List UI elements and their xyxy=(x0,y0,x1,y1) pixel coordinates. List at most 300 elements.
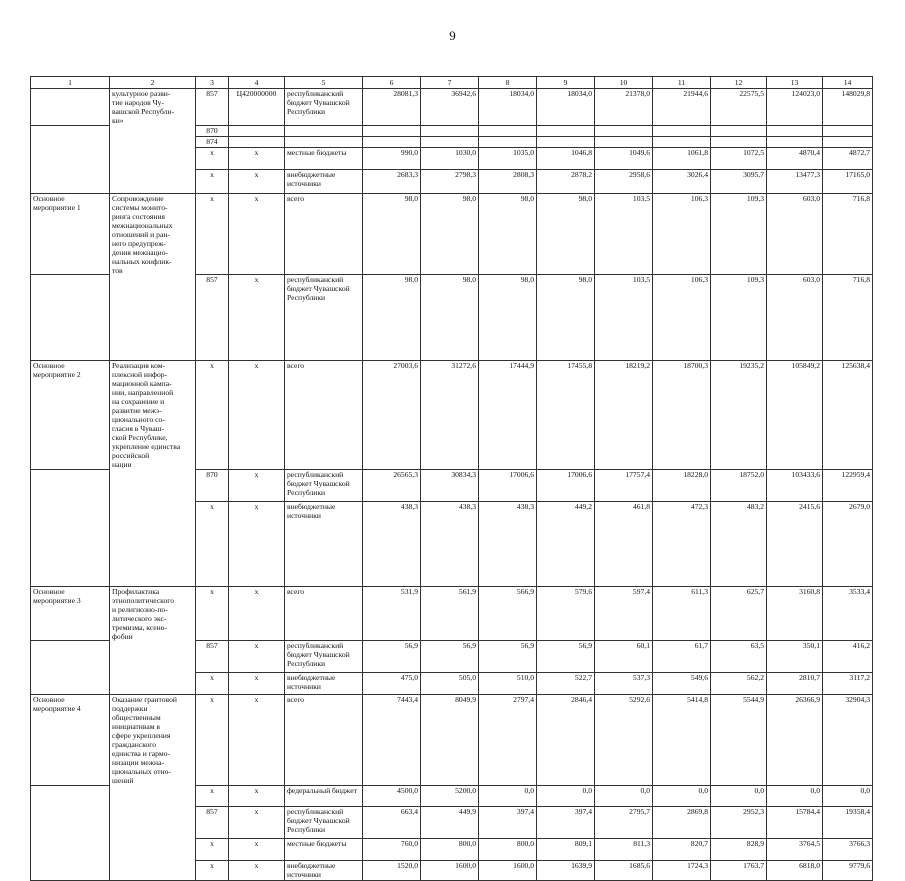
table-row xyxy=(31,860,873,880)
amount-cell: 475,0 xyxy=(363,673,421,695)
amount-cell xyxy=(711,136,767,147)
target-article-code: x xyxy=(229,361,285,470)
grbs-code: x xyxy=(196,501,229,586)
amount-cell: 549,6 xyxy=(653,673,711,695)
column-header: 9 xyxy=(537,77,595,89)
amount-cell: 510,0 xyxy=(479,673,537,695)
amount-cell: 3533,4 xyxy=(823,586,873,641)
measure-description xyxy=(110,89,196,126)
amount-cell: 18700,3 xyxy=(653,361,711,470)
amount-cell: 19235,2 xyxy=(711,361,767,470)
amount-cell: 716,8 xyxy=(823,193,873,275)
amount-cell: 416,2 xyxy=(823,641,873,673)
amount-cell: 800,0 xyxy=(479,838,537,860)
measure-description xyxy=(110,125,196,136)
table-row xyxy=(31,586,873,641)
amount-cell: 19358,4 xyxy=(823,806,873,838)
amount-cell: 461,8 xyxy=(595,501,653,586)
amount-cell: 597,4 xyxy=(595,586,653,641)
measure-name xyxy=(31,838,110,860)
amount-cell: 3117,2 xyxy=(823,673,873,695)
grbs-code: 857 xyxy=(196,806,229,838)
amount-cell: 6818,0 xyxy=(767,860,823,880)
measure-name xyxy=(31,785,110,806)
amount-cell: 30834,3 xyxy=(421,469,479,501)
amount-cell: 124023,0 xyxy=(767,89,823,126)
target-article-code: x xyxy=(229,586,285,641)
grbs-code: x xyxy=(196,169,229,193)
funding-source: всего xyxy=(285,695,363,786)
amount-cell: 98,0 xyxy=(537,275,595,361)
amount-cell: 625,7 xyxy=(711,586,767,641)
amount-cell: 2797,4 xyxy=(479,695,537,786)
grbs-code: x xyxy=(196,147,229,169)
amount-cell: 1035,0 xyxy=(479,147,537,169)
header-row xyxy=(31,77,873,89)
description-line: литического экс- xyxy=(112,613,167,623)
amount-cell: 21944,6 xyxy=(653,89,711,126)
amount-cell xyxy=(653,125,711,136)
table-row xyxy=(31,169,873,193)
amount-cell: 2683,3 xyxy=(363,169,421,193)
amount-cell: 148029,8 xyxy=(823,89,873,126)
amount-cell xyxy=(537,125,595,136)
table-row xyxy=(31,501,873,586)
amount-cell: 26565,3 xyxy=(363,469,421,501)
amount-cell: 8049,9 xyxy=(421,695,479,786)
measure-name xyxy=(31,806,110,838)
amount-cell: 1600,0 xyxy=(479,860,537,880)
description-line: единства и гармо- xyxy=(112,749,170,758)
amount-cell: 0,0 xyxy=(537,785,595,806)
amount-cell: 438,3 xyxy=(479,501,537,586)
amount-cell: 109,3 xyxy=(711,275,767,361)
table-row xyxy=(31,469,873,501)
amount-cell: 106,3 xyxy=(653,275,711,361)
amount-cell: 537,3 xyxy=(595,673,653,695)
amount-cell: 17006,6 xyxy=(537,469,595,501)
amount-cell: 98,0 xyxy=(421,275,479,361)
description-line: ской Республике, xyxy=(112,433,168,442)
description-line: нации xyxy=(112,460,132,469)
amount-cell: 103433,6 xyxy=(767,469,823,501)
description-line: культурное разви- xyxy=(112,89,171,98)
amount-cell: 663,4 xyxy=(363,806,421,838)
amount-cell: 17165,0 xyxy=(823,169,873,193)
column-header: 5 xyxy=(285,77,363,89)
funding-source: республиканский бюджет Чувашской Республики xyxy=(285,275,363,361)
target-article-code: x xyxy=(229,838,285,860)
amount-cell: 449,2 xyxy=(537,501,595,586)
amount-cell xyxy=(537,136,595,147)
grbs-code: x xyxy=(196,838,229,860)
description-line: инициативам в xyxy=(112,722,161,731)
measure-description xyxy=(110,838,196,860)
amount-cell: 449,9 xyxy=(421,806,479,838)
measure-name xyxy=(31,469,110,501)
amount-cell: 3095,7 xyxy=(711,169,767,193)
column-header: 10 xyxy=(595,77,653,89)
funding-source xyxy=(285,125,363,136)
amount-cell: 28081,3 xyxy=(363,89,421,126)
amount-cell: 1049,6 xyxy=(595,147,653,169)
amount-cell: 0,0 xyxy=(767,785,823,806)
amount-cell xyxy=(363,136,421,147)
amount-cell: 5292,6 xyxy=(595,695,653,786)
amount-cell: 98,0 xyxy=(479,275,537,361)
amount-cell: 716,8 xyxy=(823,275,873,361)
target-article-code: x xyxy=(229,275,285,361)
amount-cell: 5200,0 xyxy=(421,785,479,806)
description-line: фобии xyxy=(112,631,133,641)
amount-cell: 350,1 xyxy=(767,641,823,673)
table-row xyxy=(31,125,873,136)
amount-cell: 18034,0 xyxy=(479,89,537,126)
amount-cell: 27003,6 xyxy=(363,361,421,470)
column-header: 3 xyxy=(196,77,229,89)
grbs-code: x xyxy=(196,695,229,786)
amount-cell: 2808,3 xyxy=(479,169,537,193)
amount-cell: 18034,0 xyxy=(537,89,595,126)
grbs-code: x xyxy=(196,673,229,695)
table-row xyxy=(31,275,873,361)
funding-source: внебюджетные источники xyxy=(285,501,363,586)
measure-name xyxy=(31,169,110,193)
description-line: поддержки xyxy=(112,704,148,713)
target-article-code: x xyxy=(229,695,285,786)
amount-cell: 1046,8 xyxy=(537,147,595,169)
amount-cell: 56,9 xyxy=(421,641,479,673)
amount-cell xyxy=(823,136,873,147)
funding-source: федеральный бюджет xyxy=(285,785,363,806)
target-article-code: x xyxy=(229,501,285,586)
table-row xyxy=(31,641,873,673)
description-line: тремизма, ксено- xyxy=(112,622,167,632)
amount-cell: 36942,6 xyxy=(421,89,479,126)
amount-cell: 32904,3 xyxy=(823,695,873,786)
description-line: циональных отно- xyxy=(112,767,171,776)
description-line: Оказание грантовой xyxy=(112,695,177,704)
description-line: низации межна- xyxy=(112,758,164,767)
amount-cell: 125638,4 xyxy=(823,361,873,470)
amount-cell: 811,3 xyxy=(595,838,653,860)
column-header: 13 xyxy=(767,77,823,89)
amount-cell xyxy=(363,125,421,136)
description-line: ринга состояния xyxy=(112,211,166,221)
amount-cell: 531,9 xyxy=(363,586,421,641)
description-line: гласия в Чуваш- xyxy=(112,424,165,433)
measure-description xyxy=(110,673,196,695)
grbs-code: 857 xyxy=(196,89,229,126)
target-article-code: x xyxy=(229,641,285,673)
amount-cell: 3764,5 xyxy=(767,838,823,860)
target-article-code: x xyxy=(229,193,285,275)
description-line: общественным xyxy=(112,713,161,722)
amount-cell: 397,4 xyxy=(537,806,595,838)
description-line: межнациональных xyxy=(112,220,173,230)
description-line: Сопровождение xyxy=(112,193,164,203)
grbs-code: x xyxy=(196,193,229,275)
target-article-code xyxy=(229,125,285,136)
funding-source: внебюджетные источники xyxy=(285,169,363,193)
amount-cell xyxy=(595,125,653,136)
measure-name xyxy=(31,125,110,136)
description-line: нальных конфлик- xyxy=(112,256,172,266)
description-line: шений xyxy=(112,776,134,785)
measure-name xyxy=(31,147,110,169)
amount-cell: 98,0 xyxy=(363,193,421,275)
measure-description xyxy=(110,806,196,838)
amount-cell: 0,0 xyxy=(823,785,873,806)
measure-description xyxy=(110,501,196,586)
amount-cell: 1600,0 xyxy=(421,860,479,880)
amount-cell xyxy=(421,136,479,147)
amount-cell: 611,3 xyxy=(653,586,711,641)
description-line: тов xyxy=(112,265,123,275)
grbs-code: 857 xyxy=(196,275,229,361)
amount-cell: 505,0 xyxy=(421,673,479,695)
measure-name xyxy=(31,89,110,126)
amount-cell: 2798,3 xyxy=(421,169,479,193)
amount-cell xyxy=(711,125,767,136)
amount-cell: 4870,4 xyxy=(767,147,823,169)
column-header: 7 xyxy=(421,77,479,89)
amount-cell: 820,7 xyxy=(653,838,711,860)
target-article-code: x xyxy=(229,860,285,880)
amount-cell: 31272,6 xyxy=(421,361,479,470)
amount-cell: 2952,3 xyxy=(711,806,767,838)
measure-name xyxy=(31,860,110,880)
measure-description xyxy=(110,361,196,470)
measure-description xyxy=(110,586,196,641)
funding-source: всего xyxy=(285,361,363,470)
amount-cell: 63,5 xyxy=(711,641,767,673)
amount-cell: 3026,4 xyxy=(653,169,711,193)
amount-cell: 2679,0 xyxy=(823,501,873,586)
funding-source: всего xyxy=(285,193,363,275)
column-header: 11 xyxy=(653,77,711,89)
description-line: него предупреж- xyxy=(112,238,166,248)
measure-name xyxy=(31,641,110,673)
amount-cell: 106,3 xyxy=(653,193,711,275)
funding-source: внебюджетные источники xyxy=(285,673,363,695)
measure-name: Основное мероприятие 1 xyxy=(31,193,110,275)
funding-source: местные бюджеты xyxy=(285,147,363,169)
description-line: Профилактика xyxy=(112,586,160,596)
amount-cell: 579,6 xyxy=(537,586,595,641)
description-line: системы монито- xyxy=(112,202,168,212)
amount-cell: 0,0 xyxy=(711,785,767,806)
amount-cell: 760,0 xyxy=(363,838,421,860)
target-article-code xyxy=(229,136,285,147)
description-line: ционального со- xyxy=(112,415,165,424)
amount-cell: 1639,9 xyxy=(537,860,595,880)
amount-cell: 98,0 xyxy=(421,193,479,275)
amount-cell: 0,0 xyxy=(653,785,711,806)
column-header: 2 xyxy=(110,77,196,89)
target-article-code: x xyxy=(229,469,285,501)
amount-cell: 103,5 xyxy=(595,193,653,275)
amount-cell: 472,3 xyxy=(653,501,711,586)
table-row xyxy=(31,838,873,860)
measure-description xyxy=(110,136,196,147)
amount-cell: 56,9 xyxy=(363,641,421,673)
grbs-code: 870 xyxy=(196,469,229,501)
amount-cell: 438,3 xyxy=(421,501,479,586)
table-row xyxy=(31,785,873,806)
amount-cell: 17006,6 xyxy=(479,469,537,501)
amount-cell: 60,1 xyxy=(595,641,653,673)
target-article-code: x xyxy=(229,673,285,695)
amount-cell: 98,0 xyxy=(479,193,537,275)
measure-name xyxy=(31,501,110,586)
amount-cell: 5544,9 xyxy=(711,695,767,786)
amount-cell xyxy=(653,136,711,147)
amount-cell: 5414,8 xyxy=(653,695,711,786)
amount-cell: 17444,9 xyxy=(479,361,537,470)
table-row xyxy=(31,193,873,275)
amount-cell: 2810,7 xyxy=(767,673,823,695)
description-line: и религиозно-по- xyxy=(112,604,168,614)
measure-description xyxy=(110,860,196,880)
amount-cell: 483,2 xyxy=(711,501,767,586)
amount-cell: 3160,8 xyxy=(767,586,823,641)
description-line: сфере укрепления xyxy=(112,731,171,740)
description-line: плексной инфор- xyxy=(112,370,168,379)
amount-cell: 566,9 xyxy=(479,586,537,641)
description-line: на сохранение и xyxy=(112,397,165,406)
amount-cell: 0,0 xyxy=(479,785,537,806)
measure-description xyxy=(110,147,196,169)
table-row xyxy=(31,136,873,147)
amount-cell xyxy=(767,125,823,136)
description-line: отношений и ран- xyxy=(112,229,170,239)
column-header: 1 xyxy=(31,77,110,89)
table-row xyxy=(31,361,873,470)
amount-cell: 828,9 xyxy=(711,838,767,860)
description-line: Реализация ком- xyxy=(112,361,166,370)
measure-name xyxy=(31,673,110,695)
funding-source: республиканский бюджет Чувашской Республики xyxy=(285,806,363,838)
amount-cell xyxy=(767,136,823,147)
amount-cell: 2958,6 xyxy=(595,169,653,193)
amount-cell: 4872,7 xyxy=(823,147,873,169)
amount-cell: 603,0 xyxy=(767,275,823,361)
description-line: нии, направленной xyxy=(112,388,174,397)
description-line: развитие межэ- xyxy=(112,406,162,415)
measure-description xyxy=(110,785,196,806)
column-header: 14 xyxy=(823,77,873,89)
grbs-code: x xyxy=(196,586,229,641)
column-header: 8 xyxy=(479,77,537,89)
target-article-code: x xyxy=(229,147,285,169)
amount-cell: 7443,4 xyxy=(363,695,421,786)
table-row xyxy=(31,147,873,169)
amount-cell: 3766,3 xyxy=(823,838,873,860)
amount-cell: 561,9 xyxy=(421,586,479,641)
measure-name: Основное мероприятие 3 xyxy=(31,586,110,641)
target-article-code: x xyxy=(229,169,285,193)
description-line: укрепление единства xyxy=(112,442,181,451)
amount-cell: 98,0 xyxy=(537,193,595,275)
table-row xyxy=(31,806,873,838)
grbs-code: x xyxy=(196,785,229,806)
column-header: 12 xyxy=(711,77,767,89)
budget-table xyxy=(30,76,873,881)
amount-cell: 61,7 xyxy=(653,641,711,673)
description-line: дения межнацио- xyxy=(112,247,169,257)
column-header: 4 xyxy=(229,77,285,89)
description-line: мационной кампа- xyxy=(112,379,172,388)
amount-cell: 103,5 xyxy=(595,275,653,361)
measure-name: Основное мероприятие 2 xyxy=(31,361,110,470)
description-line: этнополитического xyxy=(112,595,175,605)
measure-name xyxy=(31,136,110,147)
amount-cell: 18752,0 xyxy=(711,469,767,501)
amount-cell: 603,0 xyxy=(767,193,823,275)
amount-cell: 4500,0 xyxy=(363,785,421,806)
amount-cell: 2846,4 xyxy=(537,695,595,786)
amount-cell: 1072,5 xyxy=(711,147,767,169)
amount-cell: 26366,9 xyxy=(767,695,823,786)
amount-cell: 17757,4 xyxy=(595,469,653,501)
funding-source xyxy=(285,136,363,147)
table-row xyxy=(31,673,873,695)
amount-cell: 1724,3 xyxy=(653,860,711,880)
amount-cell: 1061,8 xyxy=(653,147,711,169)
funding-source: местные бюджеты xyxy=(285,838,363,860)
amount-cell: 15784,4 xyxy=(767,806,823,838)
grbs-code: 870 xyxy=(196,125,229,136)
amount-cell: 13477,3 xyxy=(767,169,823,193)
amount-cell: 522,7 xyxy=(537,673,595,695)
amount-cell: 22575,5 xyxy=(711,89,767,126)
funding-source: республиканский бюджет Чувашской Республики xyxy=(285,469,363,501)
amount-cell: 397,4 xyxy=(479,806,537,838)
amount-cell: 438,3 xyxy=(363,501,421,586)
measure-name: Основное мероприятие 4 xyxy=(31,695,110,786)
grbs-code: 874 xyxy=(196,136,229,147)
amount-cell: 2869,8 xyxy=(653,806,711,838)
amount-cell xyxy=(479,136,537,147)
amount-cell: 21378,0 xyxy=(595,89,653,126)
amount-cell xyxy=(595,136,653,147)
amount-cell: 17455,8 xyxy=(537,361,595,470)
amount-cell: 1520,0 xyxy=(363,860,421,880)
amount-cell: 1030,0 xyxy=(421,147,479,169)
amount-cell: 109,3 xyxy=(711,193,767,275)
description-line: вашской Республи- xyxy=(112,107,175,116)
measure-description xyxy=(110,695,196,786)
amount-cell: 1685,6 xyxy=(595,860,653,880)
amount-cell xyxy=(421,125,479,136)
amount-cell: 9779,6 xyxy=(823,860,873,880)
funding-source: республиканский бюджет Чувашской Республики xyxy=(285,89,363,126)
amount-cell: 56,9 xyxy=(479,641,537,673)
measure-description xyxy=(110,169,196,193)
amount-cell: 2415,6 xyxy=(767,501,823,586)
amount-cell: 18219,2 xyxy=(595,361,653,470)
target-article-code: x xyxy=(229,806,285,838)
amount-cell: 56,9 xyxy=(537,641,595,673)
grbs-code: x xyxy=(196,361,229,470)
amount-cell: 2795,7 xyxy=(595,806,653,838)
amount-cell: 809,1 xyxy=(537,838,595,860)
funding-source: внебюджетные источники xyxy=(285,860,363,880)
amount-cell: 0,0 xyxy=(595,785,653,806)
amount-cell: 800,0 xyxy=(421,838,479,860)
amount-cell: 105849,2 xyxy=(767,361,823,470)
